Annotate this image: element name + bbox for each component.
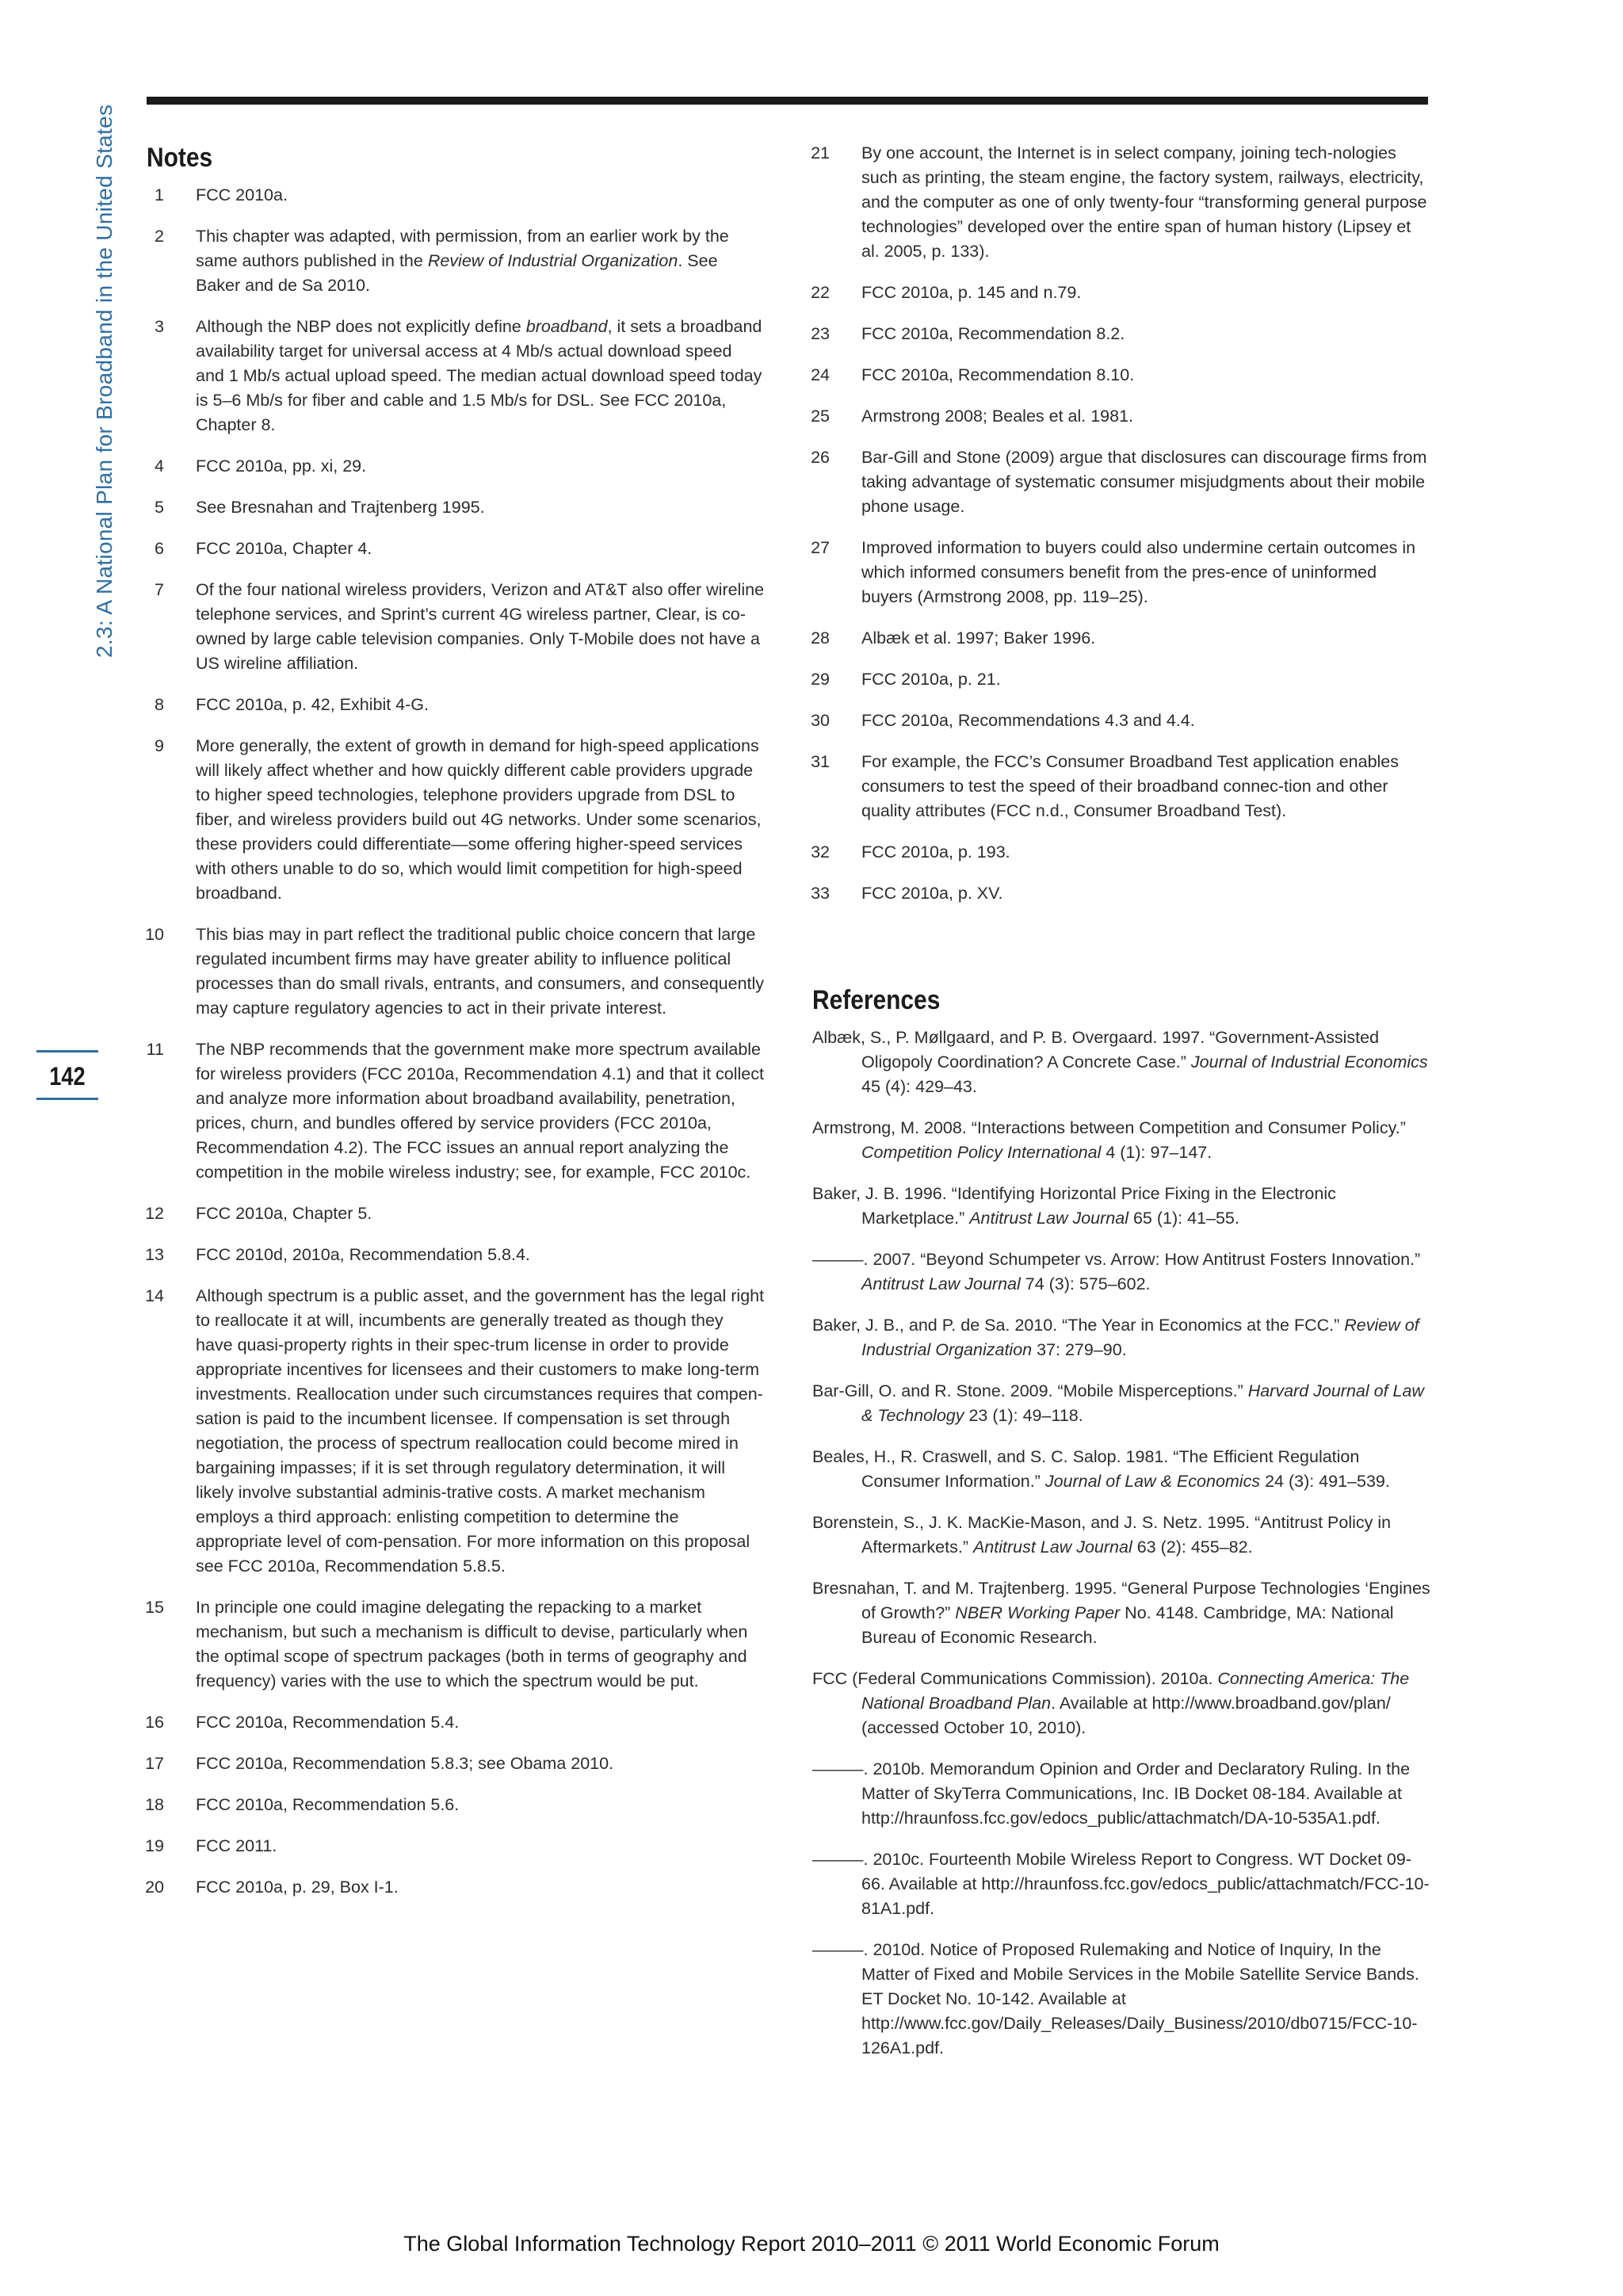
note-text: Improved information to buyers could also undermine certain outcomes in which informed consumers benefit from the pres-ence of uninformed buyers (Armstrong 2008, pp. 119–25). [861,538,1416,606]
note-item [147,1834,765,1859]
reference-item [812,1379,1430,1428]
note-text: By one account, the Internet is in select company, joining tech-nologies such as printing, the steam engine, the factory system, railways, electricity, and the computer as one of only twenty-four “transforming general purpose technologies” developed over the entire span of human history (Lipsey et al. 2005, p. 133). [861,143,1427,261]
note-number: 17 [145,1754,164,1773]
note-number: 14 [145,1286,164,1305]
reference-source: Antitrust Law Journal [972,1538,1132,1557]
reference-text: ———. 2010c. Fourteenth Mobile Wireless Report to Congress. WT Docket 09-66. Available at http://hraunfoss.fcc.gov/edocs_public/attachmatch/FCC-10-81A1.pdf. [812,1850,1430,1918]
reference-text: Armstrong, M. 2008. “Interactions between Competition and Consumer Policy.” [812,1118,1406,1137]
note-item [812,363,1430,388]
note-text: Of the four national wireless providers, Verizon and AT&T also offer wireline telephone services, and Sprint’s current 4G wireless partner, Clear, is co-owned by large cable television companies. Only T-Mobile does not have a US wireline affiliation. [196,580,765,673]
note-number: 10 [145,925,164,944]
note-number: 16 [145,1713,164,1732]
notes-heading: Notes [147,143,213,173]
note-text: FCC 2010a, Recommendation 5.8.3; see Obama 2010. [196,1754,614,1773]
note-number: 5 [155,498,164,517]
note-text: FCC 2010a, Recommendation 8.10. [861,365,1135,384]
note-item [147,1037,765,1185]
note-item [812,322,1430,346]
note-number: 8 [155,695,164,714]
reference-source: NBER Working Paper [955,1603,1121,1622]
note-item [147,1793,765,1817]
note-item [812,881,1430,906]
reference-text: Baker, J. B., and P. de Sa. 2010. “The Year in Economics at the FCC.” [812,1316,1345,1335]
references-heading: References [812,985,941,1015]
note-number: 26 [811,448,830,467]
note-text-tail: . See Baker and de Sa 2010. [196,251,718,295]
note-item [147,1875,765,1900]
reference-source: Journal of Law & Economics [1044,1472,1261,1491]
note-item [147,454,765,479]
note-number: 29 [811,670,830,689]
reference-text-tail: 24 (3): 491–539. [1260,1472,1390,1491]
note-number: 28 [811,628,830,648]
reference-text: ———. 2010d. Notice of Proposed Rulemaking and Notice of Inquiry, In the Matter of Fixed and Mobile Services in the Mobile Satellite Service Bands. ET Docket No. 10-142. Available at http://www.fcc.gov/Daily_Releases/Daily_Business/2010/db0715/FCC-10-126A1.pdf. [812,1940,1419,2057]
note-text: Although the NBP does not explicitly define [196,317,526,336]
note-item [812,667,1430,692]
reference-item [812,1511,1430,1560]
note-item [147,224,765,298]
reference-text-tail: 23 (1): 49–118. [964,1406,1083,1425]
note-text: For example, the FCC’s Consumer Broadband Test application enables consumers to test the speed of their broadband connec-tion and other quality attributes (FCC n.d., Consumer Broadband Test). [861,752,1400,820]
note-text: FCC 2010a, Chapter 5. [196,1204,372,1223]
note-item [147,1201,765,1226]
note-item [147,537,765,561]
note-number: 3 [155,317,164,336]
notes-list-right [812,141,1430,906]
reference-text-tail: 4 (1): 97–147. [1101,1143,1212,1162]
reference-text-tail: 37: 279–90. [1032,1340,1127,1359]
note-text-tail: , it sets a broadband availability target for universal access at 4 Mb/s actual download speed and 1 Mb/s actual upload speed. The median actual download speed today is 5–6 Mb/s for fiber and cable and 1.5 Mb/s for DSL. See FCC 2010a, Chapter 8. [196,317,762,434]
note-item [812,404,1430,429]
reference-text: Baker, J. B. 1996. “Identifying Horizontal Price Fixing in the Electronic Marketplace.” [812,1184,1336,1228]
note-number: 32 [811,842,830,861]
reference-text-tail: 74 (3): 575–602. [1020,1274,1151,1293]
note-text: The NBP recommends that the government make more spectrum available for wireless providers (FCC 2010a, Recommendation 4.1) and that it collect and analyze more information about broadband availability, penetration, prices, churn, and bundles offered by service providers (FCC 2010a, Recommendation 4.2). The FCC issues an annual report analyzing the competition in the mobile wireless industry; see, for example, FCC 2010c. [196,1040,764,1182]
note-text: This bias may in part reflect the traditional public choice concern that large regulated incumbent firms may have greater ability to influence political processes than do small rivals, entrants, and consumers, and consequently may capture regulatory agencies to act in their private interest. [196,925,765,1018]
note-number: 18 [145,1795,164,1814]
note-number: 31 [811,752,830,771]
note-number: 13 [145,1245,164,1264]
reference-text: Borenstein, S., J. K. MacKie-Mason, and J. S. Netz. 1995. “Antitrust Policy in Aftermarkets.” [812,1513,1392,1557]
note-item [147,1243,765,1267]
note-text: FCC 2011. [196,1836,277,1855]
reference-source: Competition Policy International [861,1143,1102,1162]
note-item [147,734,765,906]
note-number: 25 [811,407,830,426]
note-item [147,1710,765,1735]
reference-source: Antitrust Law Journal [861,1274,1021,1293]
reference-text: ———. 2007. “Beyond Schumpeter vs. Arrow: How Antitrust Fosters Innovation.” [812,1250,1421,1269]
reference-item [812,1576,1430,1650]
note-item [812,281,1430,305]
note-number: 15 [145,1598,164,1617]
note-text: FCC 2010a, Recommendations 4.3 and 4.4. [861,711,1195,730]
reference-item [812,1247,1430,1297]
note-item [812,750,1430,823]
notes-list-left [147,183,765,1900]
reference-item [812,1182,1430,1231]
note-item [147,923,765,1021]
reference-source: Antitrust Law Journal [969,1209,1128,1228]
note-text: FCC 2010a, p. 21. [861,670,1001,689]
note-text: Albæk et al. 1997; Baker 1996. [861,628,1096,648]
page-number: 142 [49,1062,86,1091]
reference-text-tail: No. 4148. Cambridge, MA: National Bureau of Economic Research. [861,1603,1394,1647]
note-number: 12 [145,1204,164,1223]
note-item [147,315,765,437]
reference-text-tail: 65 (1): 41–55. [1128,1209,1239,1228]
note-item [147,693,765,717]
page-footer: The Global Information Technology Report 2010–2011 © 2011 World Economic Forum [403,2232,1220,2256]
reference-text: Bresnahan, T. and M. Trajtenberg. 1995. “General Purpose Technologies ‘Engines of Growth?” [812,1579,1430,1622]
note-item [147,1752,765,1776]
reference-item [812,1847,1430,1921]
reference-source: Connecting America: The National Broadband Plan [861,1669,1410,1713]
reference-text-tail: 45 (4): 429–43. [861,1077,977,1096]
note-text: FCC 2010a, p. 193. [861,842,1010,861]
notes-column-right [812,141,1430,2077]
note-item [812,445,1430,519]
page-number-rule-bottom [36,1098,98,1100]
reference-text: Beales, H., R. Craswell, and S. C. Salop. 1981. “The Efficient Regulation Consumer Information.” [812,1447,1360,1491]
reference-item [812,1313,1430,1362]
reference-item [812,1445,1430,1494]
note-number: 19 [145,1836,164,1855]
note-item [147,495,765,520]
note-number: 24 [811,365,830,384]
note-text: See Bresnahan and Trajtenberg 1995. [196,498,485,517]
note-item [147,183,765,208]
note-text: FCC 2010a, p. XV. [861,884,1003,903]
note-item [812,141,1430,264]
note-number: 11 [146,1040,164,1059]
note-number: 1 [155,185,164,204]
note-text: Bar-Gill and Stone (2009) argue that disclosures can discourage firms from taking advantage of systematic consumer misjudgments about their mobile phone usage. [861,448,1427,516]
note-item [147,1595,765,1694]
references-list [812,1026,1430,2061]
note-text: FCC 2010a, p. 29, Box I-1. [196,1878,399,1897]
reference-text: Bar-Gill, O. and R. Stone. 2009. “Mobile Misperceptions.” [812,1381,1248,1400]
reference-text-tail: 63 (2): 455–82. [1132,1538,1253,1557]
reference-item [812,1667,1430,1740]
note-item [147,578,765,676]
note-number: 6 [155,539,164,558]
note-item [812,626,1430,651]
note-item [147,1284,765,1579]
note-text: FCC 2010a, pp. xi, 29. [196,457,367,476]
note-number: 7 [155,580,164,599]
note-item [812,536,1430,609]
reference-source: Review of Industrial Organization [861,1316,1419,1359]
note-number: 33 [811,884,830,903]
note-italic: Review of Industrial Organization [427,251,678,270]
note-text: FCC 2010a, p. 145 and n.79. [861,283,1082,302]
top-rule [147,97,1428,105]
note-text: In principle one could imagine delegating the repacking to a market mechanism, but such a mechanism is difficult to devise, particularly when the optimal scope of spectrum packages (both in terms of geography and frequency) varies with the use to which the spectrum would be put. [196,1598,748,1690]
note-number: 20 [145,1878,164,1897]
note-italic: broadband [525,317,608,336]
reference-item [812,1757,1430,1831]
note-text: Although spectrum is a public asset, and the government has the legal right to reallocate it at will, incumbents are generally treated as though they have quasi-property rights in their spec-trum license in order to provide appropriate incentives for licensees and their customers to make long-term investments. Reallocation under such circumstances requires that compen-sation is paid to the incumbent licensee. If compensation is set through negotiation, the process of spectrum reallocation could become mired in bargaining impasses; if it is set through regulatory determination, it will likely involve substantial adminis-trative costs. A market mechanism employs a third approach: enlisting competition to determine the appropriate level of com-pensation. For more information on this proposal see FCC 2010a, Recommendation 5.8.5. [196,1286,765,1576]
note-number: 2 [155,227,164,246]
note-text: FCC 2010a, Recommendation 8.2. [861,324,1125,343]
running-title: 2.3: A National Plan for Broadband in the United States [92,104,116,658]
note-text: Armstrong 2008; Beales et al. 1981. [861,407,1134,426]
note-item [812,840,1430,865]
note-number: 9 [155,736,164,755]
reference-item [812,1026,1430,1099]
reference-text: Albæk, S., P. Møllgaard, and P. B. Overgaard. 1997. “Government-Assisted Oligopoly Coordination? A Concrete Case.” [812,1028,1380,1072]
note-text: FCC 2010a, p. 42, Exhibit 4-G. [196,695,429,714]
note-text: FCC 2010d, 2010a, Recommendation 5.8.4. [196,1245,530,1264]
note-number: 21 [811,143,830,162]
notes-column-left [147,143,765,1916]
note-item [812,709,1430,733]
page-number-block [36,1050,98,1100]
reference-source: Harvard Journal of Law & Technology [861,1381,1424,1425]
note-number: 23 [811,324,830,343]
reference-text: FCC (Federal Communications Commission). 2010a. [812,1669,1218,1688]
note-number: 30 [811,711,830,730]
note-number: 4 [155,457,164,476]
note-text: FCC 2010a, Chapter 4. [196,539,372,558]
note-text: This chapter was adapted, with permission, from an earlier work by the same authors published in the [196,227,729,270]
note-text: FCC 2010a, Recommendation 5.6. [196,1795,460,1814]
note-text: FCC 2010a. [196,185,288,204]
reference-item [812,1116,1430,1165]
reference-text: ———. 2010b. Memorandum Opinion and Order and Declaratory Ruling. In the Matter of SkyTerra Communications, Inc. IB Docket 08-184. Available at http://hraunfoss.fcc.gov/edocs_public/attachmatch/DA-10-535A1.pdf. [812,1759,1411,1828]
note-text: FCC 2010a, Recommendation 5.4. [196,1713,460,1732]
reference-item [812,1938,1430,2061]
reference-source: Journal of Industrial Economics [1190,1052,1428,1072]
note-text: More generally, the extent of growth in demand for high-speed applications will likely affect whether and how quickly different cable providers upgrade to higher speed technologies, telephone providers upgrade from DSL to fiber, and wireless providers build out 4G networks. Under some scenarios, these providers could differentiate—some offering higher-speed services with others unable to do so, which would limit competition for high-speed broadband. [196,736,762,903]
note-number: 22 [811,283,830,302]
reference-text-tail: . Available at http://www.broadband.gov/plan/ (accessed October 10, 2010). [861,1694,1391,1737]
note-number: 27 [811,538,830,557]
